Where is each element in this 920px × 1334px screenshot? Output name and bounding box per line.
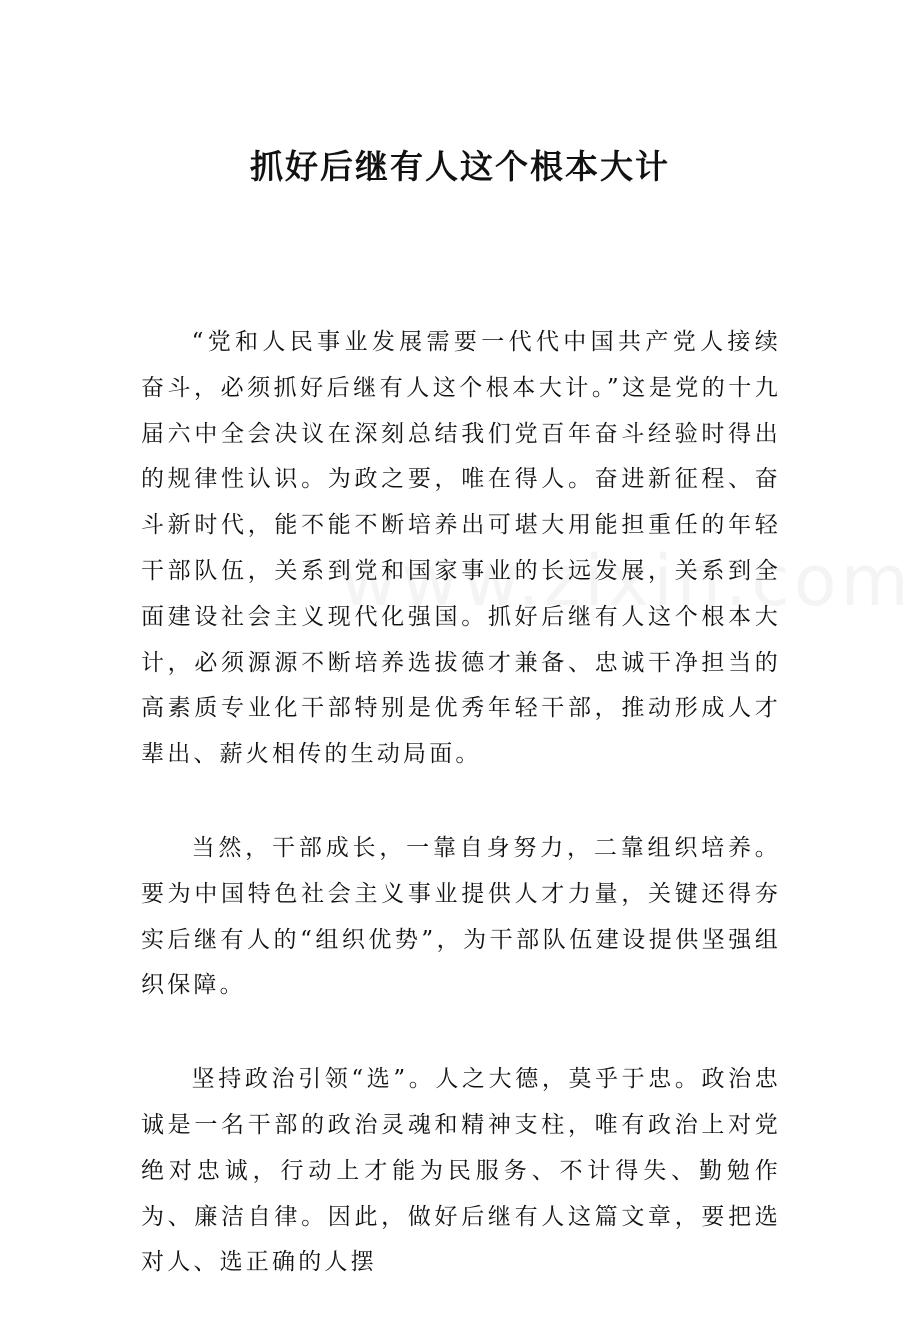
paragraph-1: “党和人民事业发展需要一代代中国共产党人接续奋斗，必须抓好后继有人这个根本大计。”这是党的十九届六中全会决议在深刻总结我们党百年奋斗经验时得出的规律性认识。为政之要，唯在得人。奋进新征程、奋斗新时代，能不能不断培养出可堪大用能担重任的年轻干部队伍，关系到党和国家事业的长远发展，关系到全面建设社会主义现代化强国。抓好后继有人这个根本大计，必须源源不断培养选拔德才兼备、忠诚干净担当的高素质专业化干部特别是优秀年轻干部，推动形成人才辈出、薪火相传的生动局面。: [141, 329, 781, 768]
document-body: [141, 320, 781, 1334]
document-title: 抓好后继有人这个根本大计: [250, 147, 670, 186]
paragraph-2: 当然，干部成长，一靠自身努力，二靠组织培养。要为中国特色社会主义事业提供人才力量，关键还得夯实后继有人的“组织优势”，为干部队伍建设提供坚强组织保障。: [141, 834, 781, 999]
paragraph-3: 坚持政治引领“选”。人之大德，莫乎于忠。政治忠诚是一名干部的政治灵魂和精神支柱，唯有政治上对党绝对忠诚，行动上才能为民服务、不计得失、勤勉作为、廉洁自律。因此，做好后继有人这篇文章，要把选对人、选正确的人摆: [141, 1066, 781, 1276]
